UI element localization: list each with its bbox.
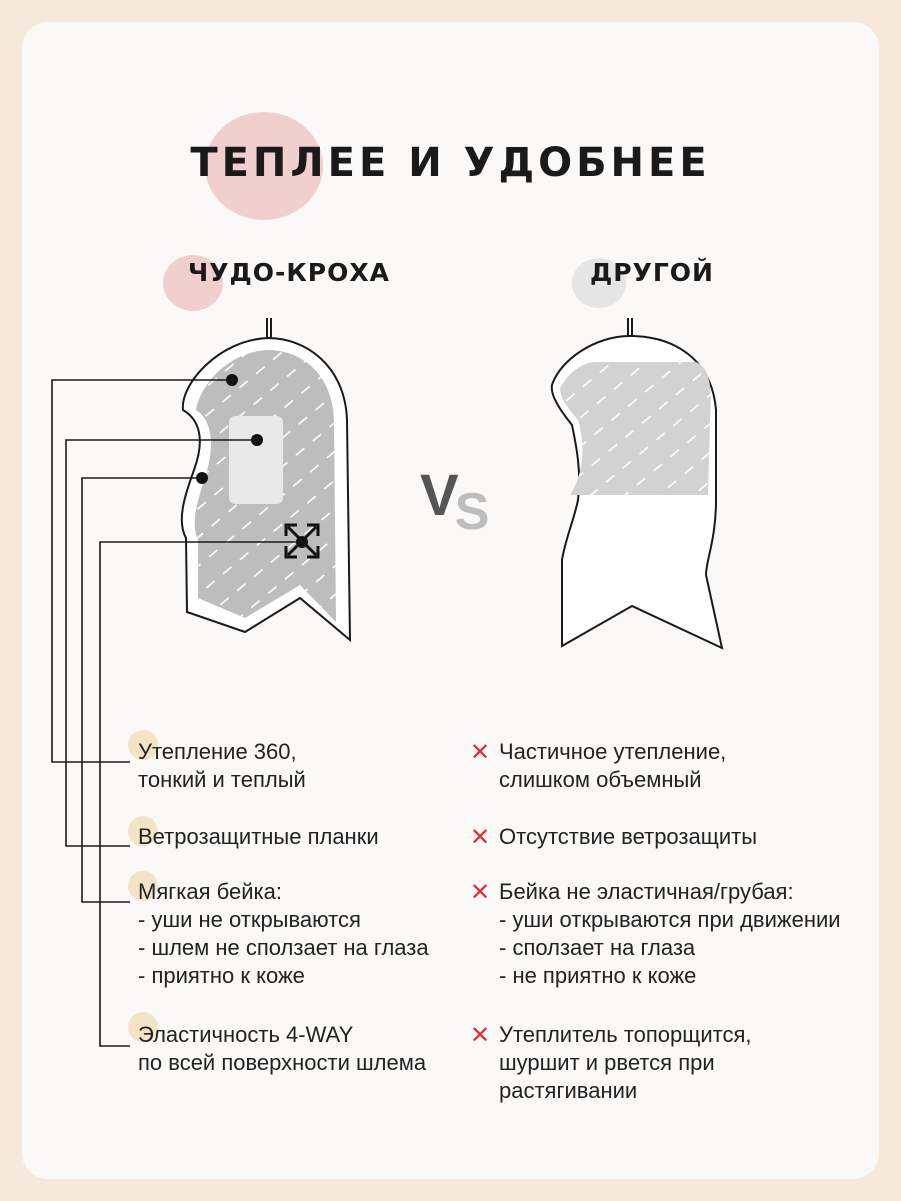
left-product-label: ЧУДО-КРОХА: [188, 258, 391, 287]
cross-icon: ✕: [470, 823, 491, 851]
versus-s: S: [454, 483, 490, 541]
page-title: ТЕПЛЕЕ И УДОБНЕЕ: [190, 140, 711, 186]
cross-icon: ✕: [470, 1021, 491, 1049]
cross-icon: ✕: [470, 738, 491, 766]
right-feature-3: Бейка не эластичная/грубая: - уши открываются при движении - сползает на глаза - не приятно к коже: [499, 879, 841, 988]
left-helmet: [182, 318, 350, 640]
left-feature-2: Ветрозащитные планки: [138, 824, 379, 849]
left-feature-4: Эластичность 4-WAY по всей поверхности шлема: [138, 1022, 427, 1075]
right-feature-2: Отсутствие ветрозащиты: [499, 824, 758, 849]
versus-v: V: [420, 463, 459, 528]
left-feature-1: Утепление 360, тонкий и теплый: [138, 739, 306, 792]
right-helmet: [552, 318, 722, 648]
left-feature-3: Мягкая бейка: - уши не открываются - шлем не сползает на глаза - приятно к коже: [138, 879, 429, 988]
versus-mark: [420, 462, 493, 541]
right-feature-4: Утеплитель топорщится, шуршит и рвется при растягивании: [499, 1022, 752, 1103]
right-product-label: ДРУГОЙ: [590, 258, 714, 287]
right-feature-1: Частичное утепление, слишком объемный: [499, 739, 727, 792]
cross-icon: ✕: [470, 878, 491, 906]
